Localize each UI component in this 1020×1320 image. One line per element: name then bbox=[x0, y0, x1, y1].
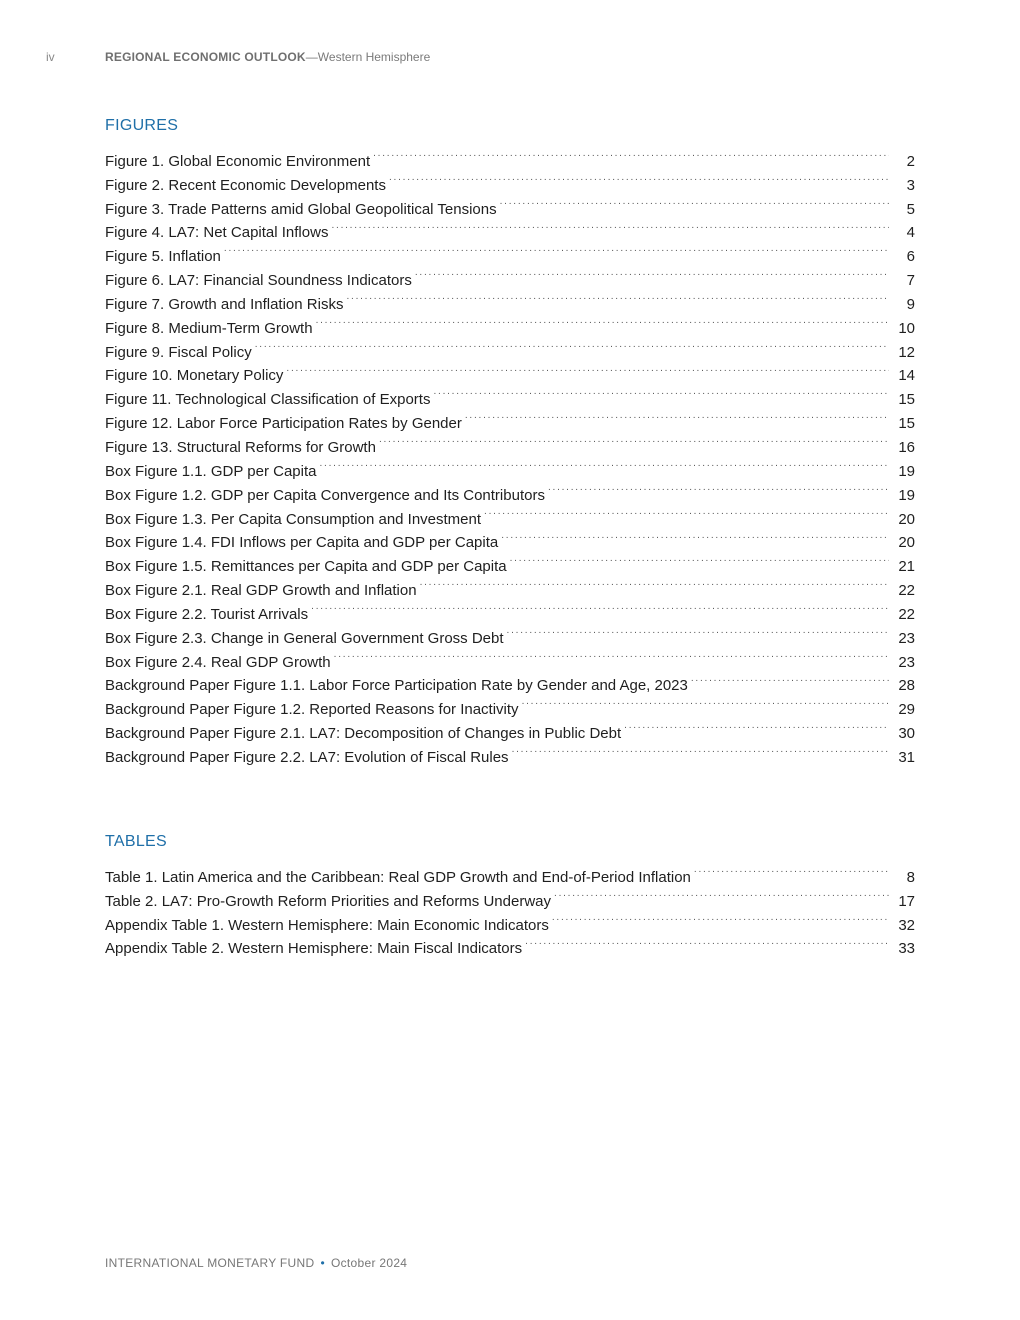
dot-leader bbox=[522, 690, 889, 714]
toc-entry-page-number: 20 bbox=[898, 534, 915, 552]
dot-leader bbox=[316, 309, 889, 333]
toc-entry-page-number: 10 bbox=[898, 319, 915, 337]
toc-entry-label: Table 1. Latin America and the Caribbean: Real GDP Growth and End-of-Period Inflation bbox=[105, 868, 691, 886]
dot-leader bbox=[512, 738, 889, 762]
toc-entry-page-number: 15 bbox=[898, 415, 915, 433]
footer-date: October 2024 bbox=[330, 1256, 408, 1270]
toc-entry-label: Figure 10. Monetary Policy bbox=[105, 367, 284, 385]
toc-entry-page-number: 31 bbox=[898, 748, 915, 766]
toc-entry-page-number: 8 bbox=[906, 868, 915, 886]
footer-publisher: INTERNATIONAL MONETARY FUND bbox=[105, 1256, 315, 1270]
toc-entry-page-number: 4 bbox=[906, 224, 915, 242]
toc-entry-page-number: 2 bbox=[906, 152, 915, 170]
report-title-region: —Western Hemisphere bbox=[305, 50, 431, 64]
toc-entry-page-number: 23 bbox=[898, 653, 915, 671]
page-footer bbox=[105, 1256, 407, 1270]
toc-entry-label: Figure 9. Fiscal Policy bbox=[105, 343, 252, 361]
report-title bbox=[105, 50, 430, 64]
dot-leader bbox=[484, 500, 889, 524]
toc-entry-label: Box Figure 1.2. GDP per Capita Convergence and Its Contributors bbox=[105, 486, 545, 504]
toc-entry-page-number: 28 bbox=[898, 677, 915, 695]
page-number: iv bbox=[46, 50, 55, 64]
dot-leader bbox=[554, 882, 889, 906]
toc-entry-label: Figure 3. Trade Patterns amid Global Geopolitical Tensions bbox=[105, 200, 497, 218]
toc-entry-label: Background Paper Figure 1.1. Labor Force Participation Rate by Gender and Age, 2023 bbox=[105, 677, 688, 695]
dot-leader bbox=[548, 476, 889, 500]
toc-entry-label: Figure 4. LA7: Net Capital Inflows bbox=[105, 224, 329, 242]
dot-leader bbox=[465, 404, 889, 428]
toc-entry-page-number: 3 bbox=[906, 176, 915, 194]
figure-toc-entry[interactable] bbox=[105, 142, 915, 170]
toc-entry-page-number: 17 bbox=[898, 892, 915, 910]
figures-heading: FIGURES bbox=[105, 117, 179, 134]
toc-entry-label: Figure 8. Medium-Term Growth bbox=[105, 319, 313, 337]
dot-leader bbox=[346, 285, 889, 309]
tables-section bbox=[105, 832, 915, 958]
dot-leader bbox=[379, 428, 889, 452]
toc-entry-label: Background Paper Figure 1.2. Reported Reasons for Inactivity bbox=[105, 701, 519, 719]
toc-entry-page-number: 16 bbox=[898, 438, 915, 456]
dot-leader bbox=[255, 333, 889, 357]
dot-leader bbox=[286, 357, 889, 381]
toc-entry-label: Box Figure 2.4. Real GDP Growth bbox=[105, 653, 331, 671]
dot-leader bbox=[389, 166, 889, 190]
toc-entry-label: Box Figure 1.1. GDP per Capita bbox=[105, 462, 317, 480]
toc-entry-page-number: 15 bbox=[898, 391, 915, 409]
toc-entry-page-number: 33 bbox=[898, 940, 915, 958]
dot-leader bbox=[420, 571, 889, 595]
toc-entry-page-number: 7 bbox=[906, 272, 915, 290]
footer-separator: • bbox=[320, 1256, 325, 1270]
dot-leader bbox=[331, 214, 889, 238]
toc-entry-label: Figure 11. Technological Classification of Exports bbox=[105, 391, 431, 409]
toc-entry-label: Figure 2. Recent Economic Developments bbox=[105, 176, 386, 194]
toc-entry-label: Figure 1. Global Economic Environment bbox=[105, 152, 371, 170]
toc-entry-label: Box Figure 1.5. Remittances per Capita and GDP per Capita bbox=[105, 558, 507, 576]
toc-entry-page-number: 12 bbox=[898, 343, 915, 361]
tables-heading: TABLES bbox=[105, 833, 167, 850]
report-title-bold: REGIONAL ECONOMIC OUTLOOK bbox=[105, 50, 306, 64]
figures-list bbox=[105, 142, 915, 766]
toc-entry-page-number: 19 bbox=[898, 486, 915, 504]
dot-leader bbox=[510, 547, 889, 571]
toc-entry-page-number: 21 bbox=[898, 558, 915, 576]
toc-entry-page-number: 32 bbox=[898, 916, 915, 934]
toc-entry-label: Table 2. LA7: Pro-Growth Reform Priorities and Reforms Underway bbox=[105, 892, 552, 910]
toc-entry-label: Background Paper Figure 2.1. LA7: Decomposition of Changes in Public Debt bbox=[105, 725, 622, 743]
dot-leader bbox=[320, 452, 890, 476]
dot-leader bbox=[373, 142, 889, 166]
toc-entry-page-number: 22 bbox=[898, 605, 915, 623]
dot-leader bbox=[433, 380, 889, 404]
toc-entry-page-number: 20 bbox=[898, 510, 915, 528]
running-header bbox=[46, 50, 960, 66]
toc-entry-label: Figure 12. Labor Force Participation Rates by Gender bbox=[105, 415, 462, 433]
toc-entry-label: Box Figure 1.4. FDI Inflows per Capita and GDP per Capita bbox=[105, 534, 499, 552]
toc-entry-label: Figure 7. Growth and Inflation Risks bbox=[105, 295, 344, 313]
dot-leader bbox=[624, 714, 889, 738]
toc-entry-label: Appendix Table 2. Western Hemisphere: Main Fiscal Indicators bbox=[105, 940, 523, 958]
dot-leader bbox=[552, 906, 889, 930]
toc-entry-page-number: 19 bbox=[898, 462, 915, 480]
toc-entry-page-number: 6 bbox=[906, 248, 915, 266]
toc-entry-page-number: 22 bbox=[898, 582, 915, 600]
toc-entry-page-number: 30 bbox=[898, 725, 915, 743]
toc-entry-label: Figure 6. LA7: Financial Soundness Indicators bbox=[105, 272, 412, 290]
toc-entry-label: Background Paper Figure 2.2. LA7: Evolution of Fiscal Rules bbox=[105, 748, 509, 766]
figure-toc-entry[interactable] bbox=[105, 261, 915, 290]
toc-entry-label: Appendix Table 1. Western Hemisphere: Main Economic Indicators bbox=[105, 916, 549, 934]
figures-section bbox=[105, 116, 915, 766]
dot-leader bbox=[691, 667, 889, 691]
tables-list bbox=[105, 858, 915, 958]
dot-leader bbox=[501, 524, 889, 548]
dot-leader bbox=[415, 261, 889, 285]
figure-toc-entry[interactable] bbox=[105, 237, 915, 266]
dot-leader bbox=[525, 930, 889, 954]
dot-leader bbox=[694, 858, 889, 882]
toc-entry-page-number: 5 bbox=[906, 200, 915, 218]
toc-entry-label: Figure 13. Structural Reforms for Growth bbox=[105, 438, 376, 456]
toc-entry-page-number: 9 bbox=[906, 295, 915, 313]
dot-leader bbox=[507, 619, 889, 643]
toc-entry-label: Box Figure 1.3. Per Capita Consumption and Investment bbox=[105, 510, 482, 528]
table-toc-entry[interactable] bbox=[105, 858, 915, 886]
dot-leader bbox=[224, 237, 889, 261]
toc-entry-label: Box Figure 2.1. Real GDP Growth and Inflation bbox=[105, 582, 417, 600]
toc-entry-page-number: 14 bbox=[898, 367, 915, 385]
dot-leader bbox=[334, 643, 889, 667]
toc-entry-label: Figure 5. Inflation bbox=[105, 248, 221, 266]
toc-entry-label: Box Figure 2.2. Tourist Arrivals bbox=[105, 605, 309, 623]
toc-entry-label: Box Figure 2.3. Change in General Government Gross Debt bbox=[105, 629, 504, 647]
dot-leader bbox=[500, 190, 889, 214]
dot-leader bbox=[311, 595, 889, 619]
toc-entry-page-number: 29 bbox=[898, 701, 915, 719]
toc-entry-page-number: 23 bbox=[898, 629, 915, 647]
